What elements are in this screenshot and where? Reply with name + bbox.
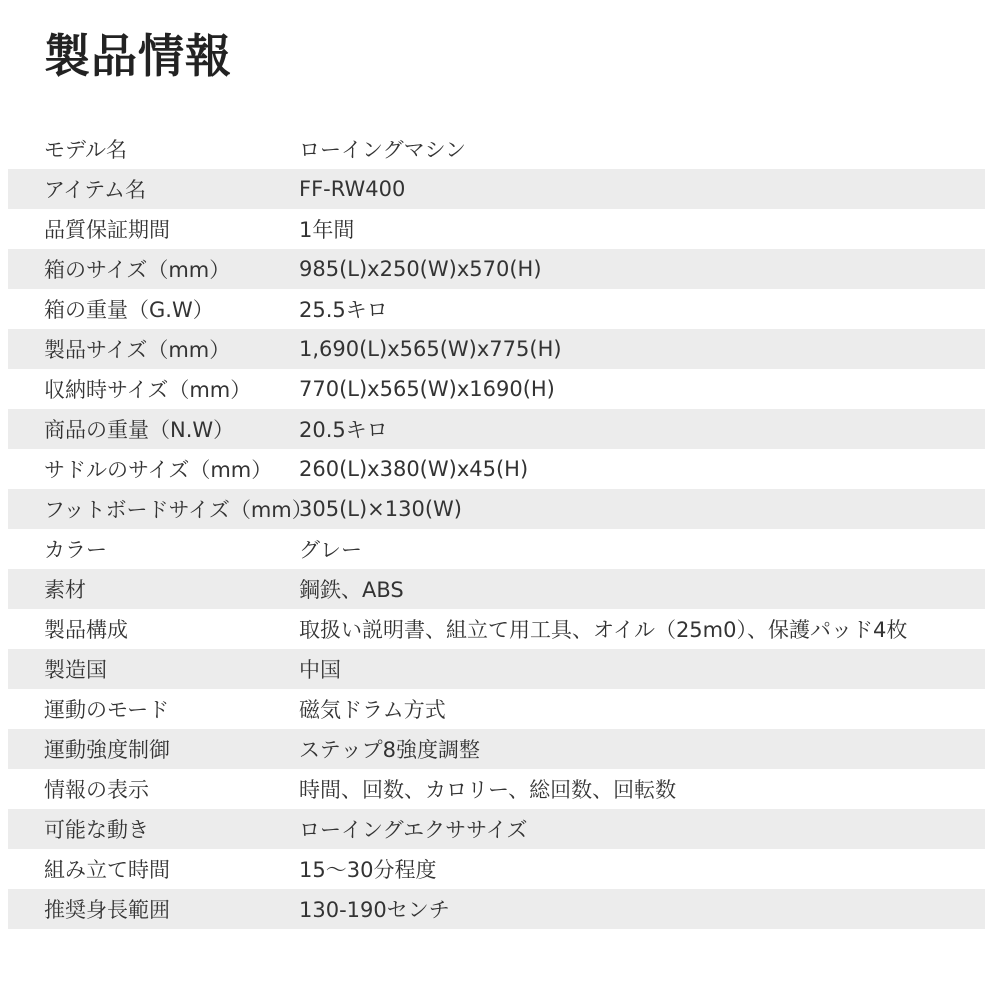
spec-row-intensity-control (8, 729, 985, 769)
spec-row-possible-motion (8, 809, 985, 849)
spec-value: 鋼鉄、ABS (299, 578, 404, 602)
spec-label: 可能な動き (44, 818, 149, 842)
spec-value: ローイングエクササイズ (299, 818, 528, 842)
spec-row-footboard-size (8, 489, 985, 529)
spec-value: 取扱い説明書、組立て用工具、オイル（25m0）、保護パッド4枚 (299, 618, 908, 642)
spec-row-assembly-time (8, 849, 985, 889)
spec-label: 製品構成 (44, 618, 128, 642)
spec-label: アイテム名 (44, 178, 147, 202)
spec-label: 組み立て時間 (44, 858, 170, 882)
spec-label: フットボードサイズ（mm） (44, 498, 313, 522)
spec-value: 1,690(L)x565(W)x775(H) (299, 337, 562, 361)
spec-label: 箱のサイズ（mm） (44, 258, 231, 282)
spec-row-contents (8, 609, 985, 649)
spec-label: 製品サイズ（mm） (44, 338, 231, 362)
spec-label: 運動のモード (44, 698, 170, 722)
spec-value: 25.5キロ (299, 298, 388, 322)
spec-row-product-size (8, 329, 985, 369)
spec-value: ローイングマシン (299, 138, 467, 162)
spec-row-height-range (8, 889, 985, 929)
spec-value: グレー (299, 538, 362, 562)
spec-label: 推奨身長範囲 (44, 898, 170, 922)
spec-label: 素材 (44, 578, 86, 602)
spec-label: 運動強度制御 (44, 738, 170, 762)
spec-row-box-size (8, 249, 985, 289)
spec-value: 中国 (299, 658, 341, 682)
spec-value: FF-RW400 (299, 177, 406, 201)
spec-label: 箱の重量（G.W） (44, 298, 214, 322)
spec-value: 20.5キロ (299, 418, 388, 442)
spec-row-display-info (8, 769, 985, 809)
spec-table (8, 129, 985, 929)
spec-value: 130-190センチ (299, 898, 450, 922)
spec-row-product-weight (8, 409, 985, 449)
spec-label: サドルのサイズ（mm） (44, 458, 273, 482)
spec-value: 磁気ドラム方式 (299, 698, 446, 722)
spec-label: 品質保証期間 (44, 218, 170, 242)
page-title: 製品情報 (44, 29, 232, 83)
spec-label: 情報の表示 (44, 778, 149, 802)
spec-row-warranty (8, 209, 985, 249)
spec-label: 商品の重量（N.W） (44, 418, 235, 442)
spec-value: 15〜30分程度 (299, 858, 437, 882)
spec-row-color (8, 529, 985, 569)
spec-row-saddle-size (8, 449, 985, 489)
spec-row-exercise-mode (8, 689, 985, 729)
spec-value: 985(L)x250(W)x570(H) (299, 257, 542, 281)
spec-row-model (8, 129, 985, 169)
spec-label: 製造国 (44, 658, 107, 682)
spec-label: モデル名 (44, 138, 127, 162)
spec-label: カラー (44, 538, 107, 562)
spec-value: 1年間 (299, 218, 355, 242)
spec-value: 770(L)x565(W)x1690(H) (299, 377, 555, 401)
spec-row-item-name (8, 169, 985, 209)
spec-row-box-weight (8, 289, 985, 329)
spec-value: 260(L)x380(W)x45(H) (299, 457, 529, 481)
spec-value: ステップ8強度調整 (299, 738, 480, 762)
spec-value: 時間、回数、カロリー、総回数、回転数 (299, 778, 677, 802)
spec-row-storage-size (8, 369, 985, 409)
spec-value: 305(L)×130(W) (299, 497, 462, 521)
spec-row-material (8, 569, 985, 609)
spec-row-country (8, 649, 985, 689)
spec-label: 収納時サイズ（mm） (44, 378, 252, 402)
